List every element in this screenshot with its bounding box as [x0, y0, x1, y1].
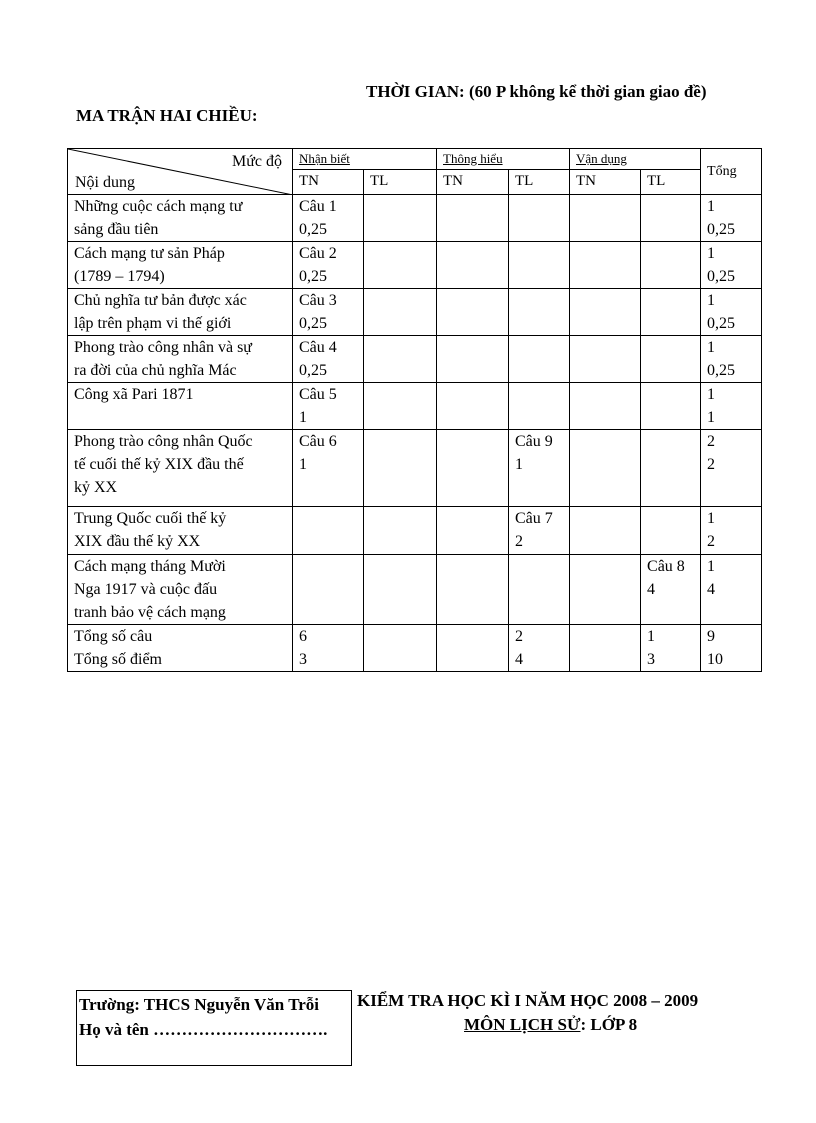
cell-text: Tổng số điểm: [74, 651, 162, 668]
cell-text: 1: [647, 628, 656, 645]
value-cell: [364, 289, 437, 336]
cell-text: 1: [707, 386, 716, 403]
sub-header-tl: TL: [364, 170, 437, 195]
value-cell: [570, 289, 641, 336]
table-row: [68, 430, 762, 507]
value-cell: [570, 555, 641, 625]
value-cell: [570, 336, 641, 383]
name-line: Họ và tên ………………………….: [79, 1020, 328, 1039]
cell-text: 1: [707, 558, 716, 575]
total-cell: [701, 555, 762, 625]
total-header: Tổng: [701, 149, 762, 195]
value-cell: [437, 289, 509, 336]
value-cell: [509, 507, 570, 555]
cell-text: Phong trào công nhân Quốc: [74, 433, 253, 450]
cell-text: 1: [707, 292, 716, 309]
cell-text: Câu 3: [299, 292, 337, 309]
cell-text: 6: [299, 628, 307, 645]
value-cell: [364, 383, 437, 430]
cell-text: 10: [707, 651, 724, 668]
content-cell: [68, 555, 293, 625]
cell-text: 0,25: [707, 221, 736, 238]
value-cell: [641, 195, 701, 242]
value-cell: [641, 507, 701, 555]
header-row-levels: [68, 149, 762, 170]
cell-text: 1: [707, 245, 716, 262]
corner-content-label: Nội dung: [75, 174, 135, 191]
content-cell: [68, 383, 293, 430]
cell-text: 2: [515, 533, 523, 550]
matrix-table: [67, 148, 762, 672]
cell-text: 4: [647, 581, 656, 598]
value-cell: [437, 625, 509, 672]
cell-text: 0,25: [299, 315, 327, 332]
value-cell: [364, 625, 437, 672]
sub-header-tn: TN: [570, 170, 641, 195]
cell-text: XIX đầu thế kỷ XX: [74, 533, 201, 550]
value-cell: [509, 430, 570, 507]
value-cell: [509, 555, 570, 625]
corner-cell: [68, 149, 293, 195]
value-cell: [293, 430, 364, 507]
value-cell: [437, 555, 509, 625]
cell-text: 1: [299, 456, 307, 473]
value-cell: [364, 195, 437, 242]
cell-text: Công xã Pari 1871: [74, 386, 194, 403]
value-cell: [570, 242, 641, 289]
value-cell: [641, 430, 701, 507]
table-row: [68, 242, 762, 289]
cell-text: Câu 8: [647, 558, 685, 575]
cell-text: 0,25: [299, 268, 327, 285]
value-cell: [641, 625, 701, 672]
level-nhan-biet: Nhận biết: [293, 149, 437, 170]
content-cell: [68, 195, 293, 242]
level-van-dung: Vận dụng: [570, 149, 701, 170]
cell-text: 0,25: [707, 315, 736, 332]
value-cell: [293, 336, 364, 383]
cell-text: Câu 1: [299, 198, 337, 215]
value-cell: [509, 383, 570, 430]
sub-header-tl: TL: [641, 170, 701, 195]
cell-text: Trung Quốc cuối thế kỷ: [74, 510, 227, 527]
total-cell: [701, 507, 762, 555]
value-cell: [641, 242, 701, 289]
cell-text: 2: [707, 433, 716, 450]
value-cell: [641, 383, 701, 430]
value-cell: [437, 430, 509, 507]
cell-text: Phong trào công nhân và sự: [74, 339, 252, 356]
value-cell: [437, 242, 509, 289]
value-cell: [570, 195, 641, 242]
value-cell: [509, 336, 570, 383]
cell-text: Câu 9: [515, 433, 553, 450]
cell-text: Câu 4: [299, 339, 337, 356]
cell-text: Cách mạng tháng Mười: [74, 558, 226, 575]
subject-class: : LỚP 8: [580, 1015, 638, 1034]
subject-line: [464, 1015, 637, 1035]
matrix-title: MA TRẬN HAI CHIỀU:: [76, 106, 258, 125]
table-row: [68, 625, 762, 672]
value-cell: [293, 507, 364, 555]
total-cell: [701, 625, 762, 672]
cell-text: 1: [707, 339, 716, 356]
cell-text: (1789 – 1794): [74, 268, 165, 285]
cell-text: Câu 6: [299, 433, 337, 450]
cell-text: 4: [515, 651, 523, 668]
cell-text: sảng đầu tiên: [74, 221, 159, 238]
cell-text: ra đời của chủ nghĩa Mác: [74, 362, 237, 379]
value-cell: [437, 336, 509, 383]
value-cell: [364, 430, 437, 507]
cell-text: lập trên phạm vi thế giới: [74, 315, 232, 332]
table-row: [68, 383, 762, 430]
cell-text: Câu 7: [515, 510, 553, 527]
cell-text: 2: [515, 628, 523, 645]
value-cell: [570, 507, 641, 555]
value-cell: [437, 383, 509, 430]
cell-text: Những cuộc cách mạng tư: [74, 198, 243, 215]
value-cell: [509, 625, 570, 672]
table-row: [68, 507, 762, 555]
cell-text: 1: [707, 198, 716, 215]
content-cell: [68, 242, 293, 289]
cell-text: 1: [707, 510, 716, 527]
content-cell: [68, 625, 293, 672]
cell-text: 2: [707, 456, 716, 473]
cell-text: tế cuối thế kỷ XIX đầu thế: [74, 456, 244, 473]
value-cell: [293, 242, 364, 289]
value-cell: [364, 507, 437, 555]
school-name: Trường: THCS Nguyễn Văn Trỗi: [79, 995, 320, 1014]
cell-text: 0,25: [299, 221, 327, 238]
cell-text: 3: [647, 651, 656, 668]
value-cell: [509, 289, 570, 336]
value-cell: [293, 625, 364, 672]
level-thong-hieu: Thông hiểu: [437, 149, 570, 170]
subject-label: MÔN LỊCH SỬ: [464, 1015, 581, 1034]
total-cell: [701, 430, 762, 507]
value-cell: [437, 507, 509, 555]
cell-text: Tổng số câu: [74, 628, 153, 645]
value-cell: [570, 430, 641, 507]
matrix-body: [68, 195, 762, 672]
total-cell: [701, 289, 762, 336]
student-info-box: [76, 990, 352, 1066]
cell-text: Cách mạng tư sản Pháp: [74, 245, 225, 262]
cell-text: 0,25: [707, 268, 736, 285]
total-cell: [701, 242, 762, 289]
cell-text: Nga 1917 và cuộc đấu: [74, 581, 218, 598]
time-line: THỜI GIAN: (60 P không kể thời gian giao đề): [366, 82, 707, 101]
value-cell: [293, 383, 364, 430]
value-cell: [641, 555, 701, 625]
content-cell: [68, 336, 293, 383]
content-cell: [68, 430, 293, 507]
total-cell: [701, 336, 762, 383]
sub-header-tn: TN: [437, 170, 509, 195]
corner-level-label: Mức độ: [232, 153, 282, 170]
table-row: [68, 289, 762, 336]
sub-header-tl: TL: [509, 170, 570, 195]
cell-text: Câu 5: [299, 386, 337, 403]
cell-text: 9: [707, 628, 716, 645]
value-cell: [364, 336, 437, 383]
exam-title: KIỂM TRA HỌC KÌ I NĂM HỌC 2008 – 2009: [357, 991, 699, 1010]
cell-text: tranh bảo vệ cách mạng: [74, 604, 226, 621]
value-cell: [570, 625, 641, 672]
cell-text: Câu 2: [299, 245, 337, 262]
cell-text: 0,25: [299, 362, 327, 379]
value-cell: [570, 383, 641, 430]
cell-text: 1: [299, 409, 307, 426]
value-cell: [293, 289, 364, 336]
total-cell: [701, 383, 762, 430]
value-cell: [293, 195, 364, 242]
value-cell: [437, 195, 509, 242]
cell-text: 1: [515, 456, 523, 473]
table-row: [68, 336, 762, 383]
table-row: [68, 195, 762, 242]
cell-text: kỷ XX: [74, 479, 118, 496]
value-cell: [509, 195, 570, 242]
value-cell: [293, 555, 364, 625]
cell-text: Chủ nghĩa tư bản được xác: [74, 292, 247, 309]
cell-text: 1: [707, 409, 716, 426]
cell-text: 4: [707, 581, 716, 598]
value-cell: [641, 289, 701, 336]
value-cell: [509, 242, 570, 289]
total-cell: [701, 195, 762, 242]
table-row: [68, 555, 762, 625]
content-cell: [68, 507, 293, 555]
sub-header-tn: TN: [293, 170, 364, 195]
value-cell: [641, 336, 701, 383]
content-cell: [68, 289, 293, 336]
cell-text: 0,25: [707, 362, 736, 379]
cell-text: 2: [707, 533, 716, 550]
value-cell: [364, 555, 437, 625]
cell-text: 3: [299, 651, 307, 668]
value-cell: [364, 242, 437, 289]
